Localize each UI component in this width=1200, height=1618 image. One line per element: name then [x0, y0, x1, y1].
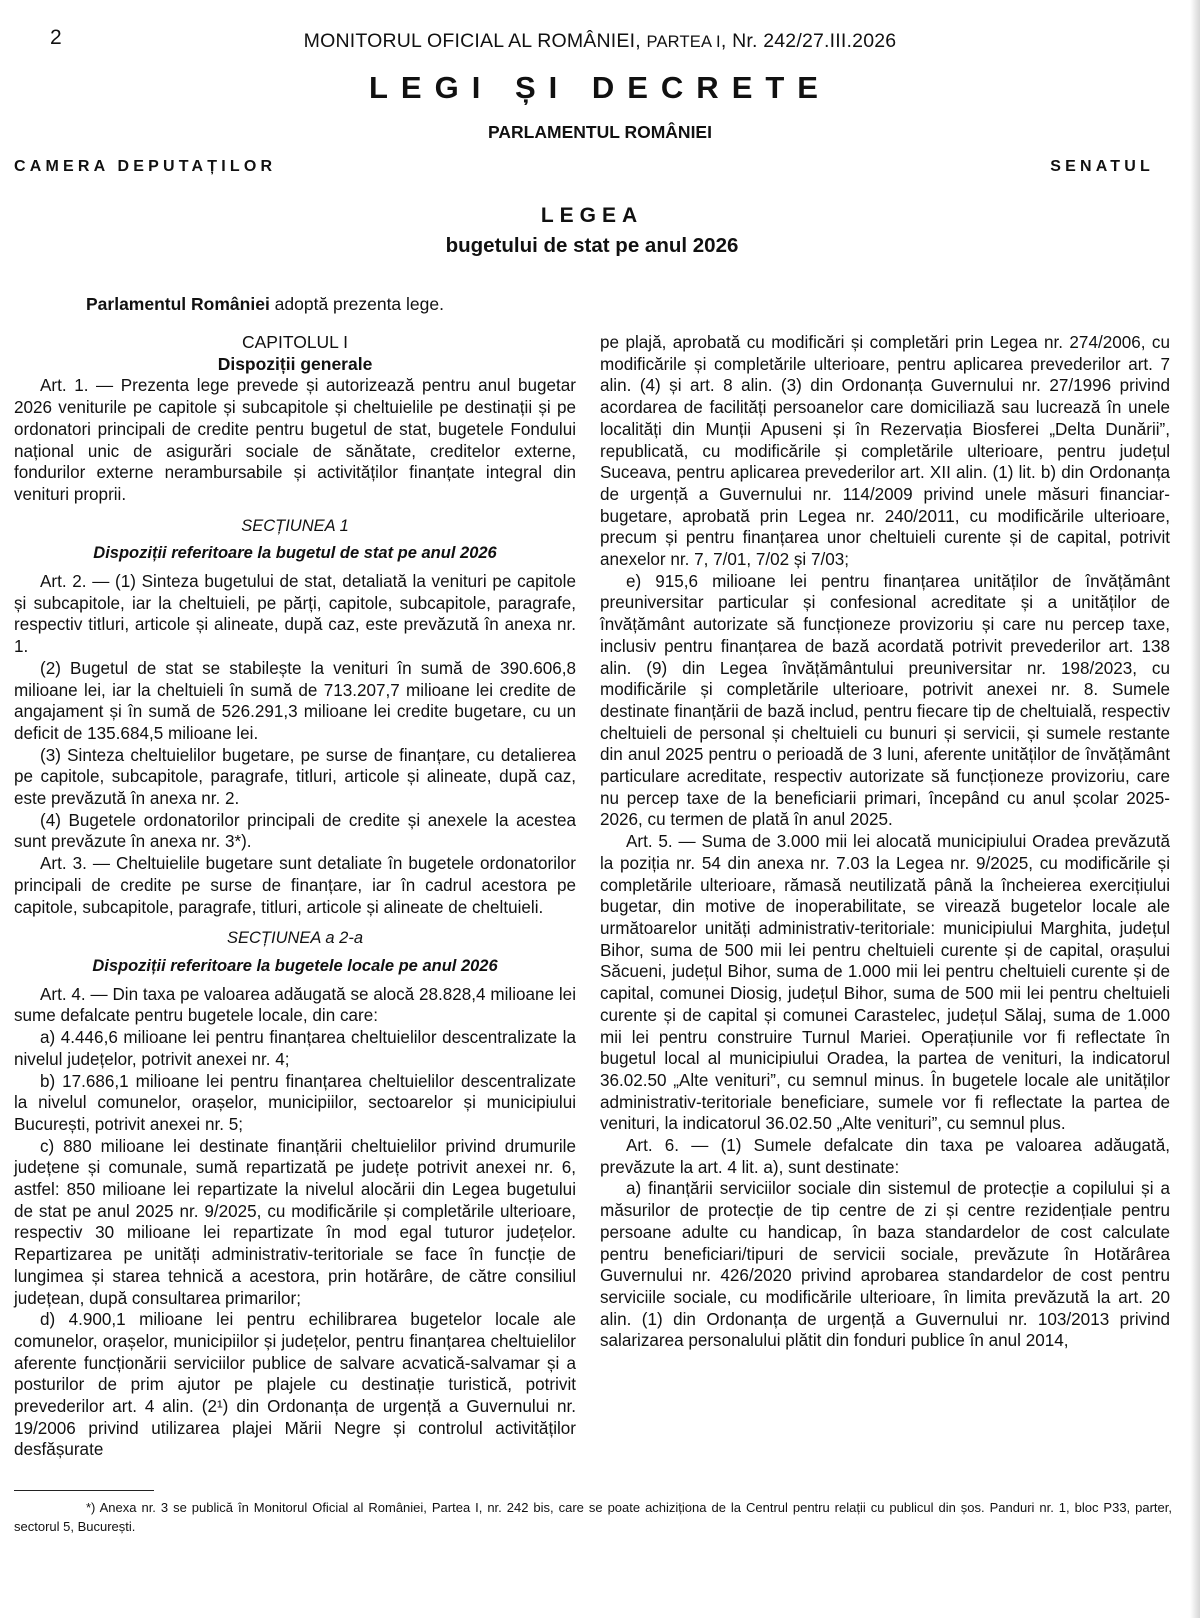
- chamber-of-deputies: CAMERA DEPUTAȚILOR: [14, 158, 277, 175]
- running-head: [0, 30, 1200, 53]
- section-2-title: Dispoziții referitoare la bugetele locale pe anul 2026: [92, 956, 498, 975]
- chapter-title: Dispoziții generale: [217, 353, 373, 374]
- law-word: LEGEA: [540, 204, 644, 227]
- page-number: 2: [50, 26, 62, 49]
- senate-heading: SENATUL: [1050, 158, 1154, 175]
- article-2-para-1: Art. 2. — (1) Sinteza bugetului de stat, detaliată la venituri pe capitole și subcapitole, iar la cheltuieli, pe părți, capitole, subcapitole, paragrafe, respectiv titluri, articole și alineate, după caz, este prevăzută în anexa nr. 1.: [14, 572, 576, 657]
- adoption-formula: [86, 294, 444, 315]
- article-3: Art. 3. — Cheltuielile bugetare sunt detaliate în bugetele ordonatorilor principali de credite pe surse de finanțare, iar în cadrul acestora pe capitole, subcapitole, paragrafe, titluri, articole și alineate de cheltuieli.: [14, 854, 576, 917]
- running-head-part-b: PARTEA I: [646, 33, 721, 51]
- article-6-letter-a: a) finanțării serviciilor sociale din sistemul de protecție a copilului și a măsurilor de protecție de tip centre de zi și centre rezidențiale pentru persoane adulte cu handicap, în baza standardelor de cost calculate pentru beneficiari/tipuri de servicii sociale, prevăzute în Hotărârea Guvernului nr. 426/2020 privind aprobarea standardelor de cost pentru serviciile sociale, cu modificările ulterioare, în limita prevăzută la art. 20 alin. (1) din Ordonanța de urgență a Guvernului nr. 103/2013 privind salarizarea personalului plătit din fonduri publice în anul 2014,: [600, 1179, 1170, 1351]
- article-5: Art. 5. — Suma de 3.000 mii lei alocată municipiului Oradea prevăzută la poziția nr. 54 din anexa nr. 7.03 la Legea nr. 9/2025, cu modificările și completările ulterioare, rămasă neutilizată până la încheierea exercițiului bugetar, din motive de inoperabilitate, se virează bugetelor locale ale următoarelor unități administrativ-teritoriale: municipiului Marghita, județul Bihor, suma de 500 mii lei pentru cheltuieli curente și de capital, orașului Săcueni, județul Bihor, suma de 1.000 mii lei pentru cheltuieli curente și de capital, comunei Diosig, județul Bihor, suma de 500 mii lei pentru cheltuieli curente și de capital și comunei Carastelec, județul Sălaj, suma de 1.000 mii lei pentru construire Turnul Mariei. Operațiunile vor fi reflectate în bugetul local al municipiului Oradea, la partea de venituri, la indicatorul 36.02.50 „Alte venituri”, cu semnul minus. În bugetele locale ale unităților administrativ-teritoriale beneficiare, sumele vor fi reflectate la partea de venituri, la indicatorul 36.02.50 „Alte venituri”, cu semnul plus.: [600, 832, 1170, 1134]
- law-title: bugetului de stat pe anul 2026: [445, 234, 739, 257]
- section-title: LEGI ȘI DECRETE: [369, 70, 831, 105]
- article-4-letter-a: a) 4.446,6 milioane lei pentru finanțarea cheltuielilor descentralizate la nivelul județelor, potrivit anexei nr. 4;: [14, 1028, 576, 1069]
- page-edge-shadow: [1190, 0, 1200, 1618]
- article-6: Art. 6. — (1) Sumele defalcate din taxa pe valoarea adăugată, prevăzute la art. 4 lit. a), sunt destinate:: [600, 1136, 1170, 1177]
- parliament-heading: PARLAMENTUL ROMÂNIEI: [488, 122, 712, 142]
- article-4-letter-e: e) 915,6 milioane lei pentru finanțarea unităților de învățământ preuniversitar particular și confesional acreditate și a unităților de învățământ autorizate să funcționeze provizoriu și care nu percep taxe, inclusiv pentru finanțarea de bază acordată potrivit prevederilor art. 138 alin. (9) din Legea învățământului preuniversitar nr. 198/2023, cu modificările și completările ulterioare, potrivit anexei nr. 8. Sumele destinate finanțării de bază includ, pentru fiecare tip de cheltuială, respectiv cheltuieli de personal și cheltuieli cu bunuri și servicii, și sumele restante din anul 2025 pentru o perioadă de 3 luni, aferente unităților de învățământ particulare acreditate, respectiv autorizate să funcționeze provizoriu, care nu percep taxe de la beneficiarii primari, începând cu anul școlar 2025-2026, cu termen de plată în anul 2025.: [600, 571, 1170, 830]
- footnote: *) Anexa nr. 3 se publică în Monitorul Oficial al României, Partea I, nr. 242 bis, care se poate achiziționa de la Centrul pentru relații cu publicul din șos. Panduri nr. 1, bloc P33, parter, sectorul 5, București.: [14, 1500, 1172, 1534]
- article-4-letter-d-continued: pe plajă, aprobată cu modificări și completări prin Legea nr. 274/2006, cu modificările și completările ulterioare, pentru aplicarea prevederilor art. 7 alin. (4) și art. 8 alin. (3) din Ordonanța Guvernului nr. 27/1996 privind acordarea de facilități persoanelor care domiciliază sau lucrează în unele localități din Munții Apuseni și în Rezervația Biosferei „Delta Dunării”, republicată, cu modificările și completările ulterioare, pentru județul Suceava, pentru aplicarea prevederilor art. XII alin. (1) lit. b) din Ordonanța de urgență a Guvernului nr. 114/2009 privind unele măsuri financiar-bugetare, aprobată prin Legea nr. 240/2011, cu modificările ulterioare, precum și pentru finanțarea unor cheltuieli curente și de capital, potrivit anexelor nr. 7, 7/01, 7/02 și 7/03;: [600, 333, 1170, 570]
- section-2-heading: SECȚIUNEA a 2-a: [226, 929, 363, 948]
- adoption-text: adoptă prezenta lege.: [269, 294, 444, 314]
- adoption-subject: Parlamentul României: [86, 294, 270, 314]
- article-2-para-2: (2) Bugetul de stat se stabilește la venituri în sumă de 390.606,8 milioane lei, iar la cheltuieli în sumă de 713.207,7 milioane lei credite de angajament și în sumă de 526.291,3 milioane lei credite bugetare, cu un deficit de 135.684,5 milioane lei.: [14, 658, 576, 743]
- running-head-part-a: MONITORUL OFICIAL AL ROMÂNIEI,: [303, 30, 647, 52]
- article-4-letter-d: d) 4.900,1 milioane lei pentru echilibrarea bugetelor locale ale comunelor, orașelor, municipiilor și județelor, pentru finanțarea cheltuielilor aferente funcționării serviciilor publice de salvare acvatică-salvamar și a posturilor de prim ajutor pe plajele cu destinație turistică, potrivit prevederilor art. 4 alin. (2¹) din Ordonanța de urgență a Guvernului nr. 19/2006 privind utilizarea plajei Mării Negre și controlul activităților desfășurate: [14, 1310, 576, 1460]
- article-4-letter-c: c) 880 milioane lei destinate finanțării cheltuielilor privind drumurile județene și comunale, sumă repartizată pe județe potrivit anexei nr. 6, astfel: 850 milioane lei repartizate la nivelul alocării din Legea bugetului de stat pe anul 2025 nr. 9/2025, cu modificările și completările ulterioare, respectiv 30 milioane lei repartizate în mod egal tuturor județelor. Repartizarea pe unități administrativ-teritoriale se face în funcție de lungimea și starea tehnică a acestora, prin hotărâre, de către consiliul județean, după consultarea primarilor;: [14, 1136, 576, 1308]
- section-1-heading: SECȚIUNEA 1: [241, 516, 349, 535]
- running-head-part-c: , Nr. 242/27.III.2026: [720, 30, 897, 52]
- left-column: [14, 332, 576, 1461]
- article-2-para-4: (4) Bugetele ordonatorilor principali de credite și anexele la acestea sunt prevăzute în anexa nr. 3*).: [14, 810, 576, 852]
- article-1: Art. 1. — Prezenta lege prevede și autorizează pentru anul bugetar 2026 veniturile pe capitole și subcapitole și cheltuielile pe destinații și pe ordonatori principali de credite pentru bugetul de stat, bugetele Fondului național unic de asigurări sociale de sănătate, creditelor externe, fondurilor externe nerambursabile și activităților finanțate integral din venituri proprii.: [14, 376, 576, 504]
- article-2-para-3: (3) Sinteza cheltuielilor bugetare, pe surse de finanțare, cu detalierea pe capitole, subcapitole, paragrafe, titluri, articole și alineate, după caz, este prevăzută în anexa nr. 2.: [14, 745, 576, 809]
- footnote-separator: [14, 1490, 154, 1491]
- chapter-heading: CAPITOLUL I: [241, 332, 348, 352]
- article-4-letter-b: b) 17.686,1 milioane lei pentru finanțarea cheltuielilor descentralizate la nivelul comunelor, orașelor, municipiilor, sectoarelor și municipiului București, potrivit anexei nr. 5;: [14, 1071, 576, 1134]
- right-column: [600, 332, 1170, 1352]
- article-4: Art. 4. — Din taxa pe valoarea adăugată se alocă 28.828,4 milioane lei sume defalcate pentru bugetele locale, din care:: [14, 984, 576, 1026]
- section-1-title: Dispoziții referitoare la bugetul de stat pe anul 2026: [93, 544, 497, 563]
